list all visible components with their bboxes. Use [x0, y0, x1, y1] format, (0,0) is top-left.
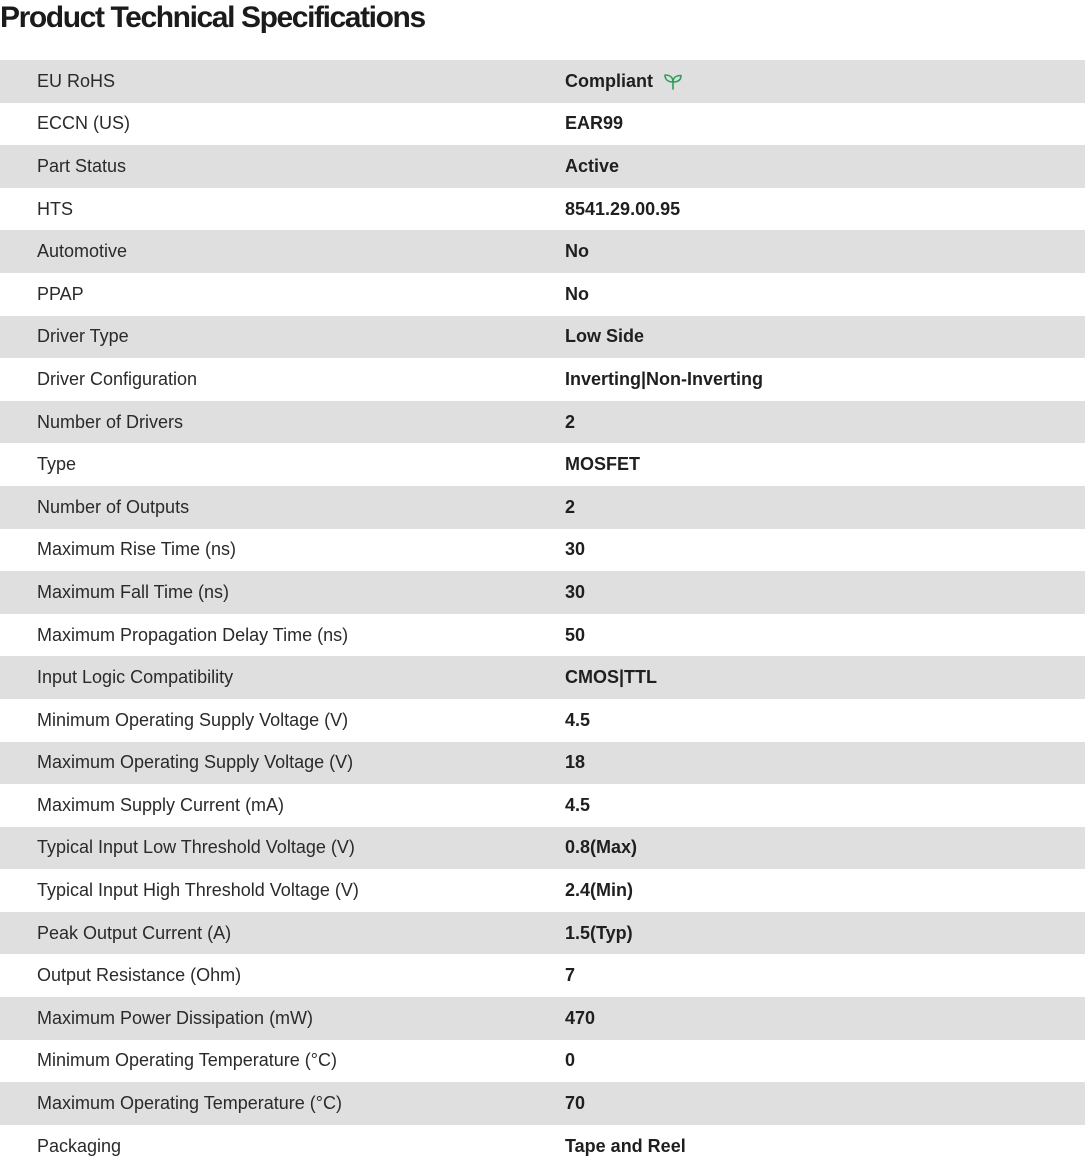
spec-value-cell	[565, 1136, 686, 1157]
spec-row	[0, 188, 1085, 231]
spec-row	[0, 230, 1085, 273]
spec-row	[0, 443, 1085, 486]
spec-value-cell	[565, 1093, 585, 1114]
spec-value-cell	[565, 710, 590, 731]
spec-value: Low Side	[565, 326, 645, 347]
spec-value-cell	[565, 284, 589, 305]
spec-value-cell	[565, 923, 633, 944]
spec-value-cell	[565, 582, 585, 603]
spec-row	[0, 60, 1085, 103]
spec-label: Maximum Operating Supply Voltage (V)	[37, 752, 354, 773]
spec-value: No	[565, 241, 589, 262]
spec-row	[0, 145, 1085, 188]
spec-label: EU RoHS	[37, 70, 116, 91]
spec-value: 4.5	[565, 794, 591, 815]
page-title: Product Technical Specifications	[0, 1, 425, 34]
spec-label: Minimum Operating Supply Voltage (V)	[37, 709, 349, 730]
spec-row	[0, 997, 1085, 1040]
spec-row	[0, 316, 1085, 359]
spec-row	[0, 529, 1085, 572]
spec-value: 2.4(Min)	[565, 880, 634, 901]
spec-value: Inverting|Non-Inverting	[565, 368, 764, 389]
spec-value-cell	[565, 454, 640, 475]
spec-row	[0, 571, 1085, 614]
spec-value: CMOS|TTL	[565, 667, 658, 688]
spec-value: 470	[565, 1007, 596, 1028]
spec-value-cell	[565, 1008, 595, 1029]
spec-row	[0, 784, 1085, 827]
spec-value: 7	[565, 965, 576, 986]
spec-value-cell	[565, 369, 763, 390]
spec-value: 30	[565, 581, 586, 602]
spec-label: HTS	[37, 198, 73, 219]
spec-row	[0, 827, 1085, 870]
spec-row	[0, 401, 1085, 444]
spec-row	[0, 358, 1085, 401]
spec-value-cell	[565, 156, 619, 177]
spec-value: Compliant	[565, 70, 653, 91]
spec-label: Maximum Power Dissipation (mW)	[37, 1007, 314, 1028]
spec-value: 4.5	[565, 709, 591, 730]
spec-label: Packaging	[37, 1135, 122, 1156]
spec-label: Typical Input High Threshold Voltage (V)	[37, 880, 359, 901]
spec-row	[0, 614, 1085, 657]
spec-label: ECCN (US)	[37, 113, 130, 134]
spec-label: Maximum Supply Current (mA)	[37, 794, 285, 815]
spec-value: Active	[565, 155, 620, 176]
spec-label: Input Logic Compatibility	[37, 667, 234, 688]
spec-table	[0, 60, 1085, 1167]
spec-row	[0, 912, 1085, 955]
spec-value: 2	[565, 496, 576, 517]
spec-row	[0, 1125, 1085, 1167]
spec-value: No	[565, 283, 589, 304]
spec-value: 50	[565, 624, 586, 645]
spec-value-cell	[565, 497, 575, 518]
spec-row	[0, 1082, 1085, 1125]
spec-row	[0, 699, 1085, 742]
spec-value: MOSFET	[565, 454, 640, 475]
spec-value: 30	[565, 539, 586, 560]
spec-value-cell	[565, 752, 585, 773]
spec-value-cell	[565, 412, 575, 433]
spec-label: Minimum Operating Temperature (°C)	[37, 1050, 337, 1071]
spec-value: 70	[565, 1093, 586, 1114]
spec-value-cell	[565, 113, 623, 134]
spec-label: Typical Input Low Threshold Voltage (V)	[37, 837, 355, 858]
spec-value-cell	[565, 241, 589, 262]
spec-row	[0, 742, 1085, 785]
spec-value-cell	[565, 880, 633, 901]
spec-value-cell	[565, 795, 590, 816]
spec-value: 18	[565, 752, 586, 773]
spec-label: Driver Configuration	[37, 368, 198, 389]
spec-value: EAR99	[565, 113, 624, 134]
spec-value: Tape and Reel	[565, 1135, 686, 1156]
spec-label: Part Status	[37, 155, 127, 176]
spec-value-cell	[565, 625, 585, 646]
spec-label: Automotive	[37, 241, 128, 262]
spec-label: Maximum Propagation Delay Time (ns)	[37, 624, 349, 645]
spec-value-cell	[565, 1050, 575, 1071]
spec-value-cell	[565, 965, 575, 986]
spec-row	[0, 273, 1085, 316]
spec-row	[0, 103, 1085, 146]
spec-label: Output Resistance (Ohm)	[37, 965, 242, 986]
spec-label: PPAP	[37, 283, 84, 304]
spec-row	[0, 954, 1085, 997]
spec-value: 0.8(Max)	[565, 837, 638, 858]
spec-value-cell	[565, 71, 683, 92]
spec-label: Type	[37, 454, 77, 475]
spec-value-cell	[565, 326, 644, 347]
spec-value-cell	[565, 667, 657, 688]
spec-value-cell	[565, 199, 680, 220]
spec-row	[0, 486, 1085, 529]
leaf-icon	[663, 72, 683, 90]
spec-label: Maximum Operating Temperature (°C)	[37, 1093, 342, 1114]
spec-label: Number of Drivers	[37, 411, 184, 432]
spec-label: Maximum Rise Time (ns)	[37, 539, 237, 560]
spec-label: Peak Output Current (A)	[37, 922, 232, 943]
spec-row	[0, 869, 1085, 912]
spec-label: Maximum Fall Time (ns)	[37, 581, 230, 602]
spec-label: Number of Outputs	[37, 496, 190, 517]
spec-value: 2	[565, 411, 576, 432]
spec-value: 0	[565, 1050, 576, 1071]
spec-row	[0, 1040, 1085, 1083]
spec-value-cell	[565, 837, 637, 858]
spec-row	[0, 656, 1085, 699]
spec-value: 1.5(Typ)	[565, 922, 633, 943]
spec-value: 8541.29.00.95	[565, 198, 681, 219]
spec-value-cell	[565, 539, 585, 560]
spec-label: Driver Type	[37, 326, 129, 347]
